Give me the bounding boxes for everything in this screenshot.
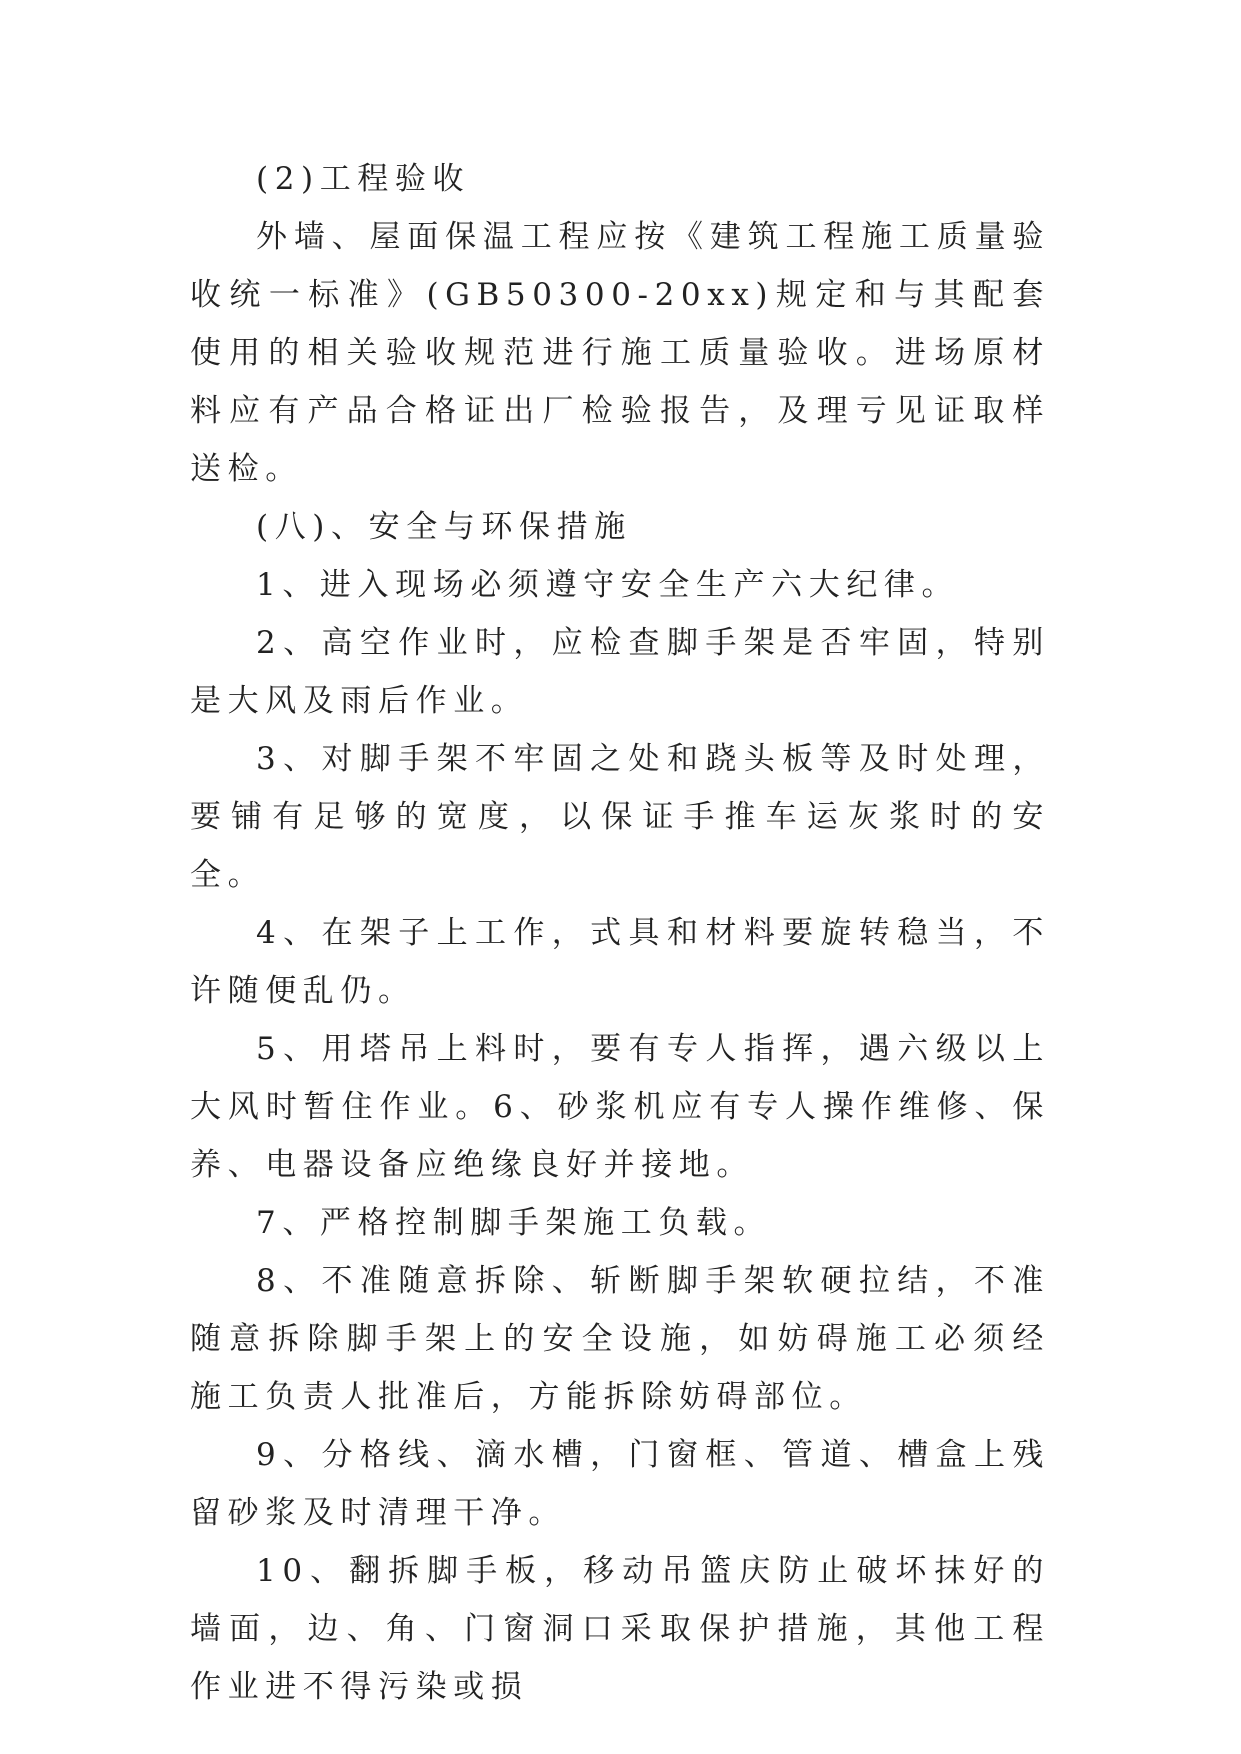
document-body [190,150,1050,1716]
safety-item-4: 4、在架子上工作，式具和材料要旋转稳当，不许随便乱仍。 [190,915,1050,1009]
safety-item-10: 10、翻拆脚手板，移动吊篮庆防止破坏抹好的墙面，边、角、门窗洞口采取保护措施，其他工程作业进不得污染或损 [190,1553,1050,1705]
safety-item-7: 7、严格控制脚手架施工负载。 [256,1205,772,1241]
paragraph-acceptance-standard: 外墙、屋面保温工程应按《建筑工程施工质量验收统一标准》(GB50300-20xx)规定和与其配套使用的相关验收规范进行施工质量验收。进场原材料应有产品合格证出厂检验报告，及理亏见证取样送检。 [190,219,1050,487]
safety-item-2: 2、高空作业时，应检查脚手架是否牢固，特别是大风及雨后作业。 [190,625,1050,719]
safety-item-5-6: 5、用塔吊上料时，要有专人指挥，遇六级以上大风时暂住作业。6、砂浆机应有专人操作维修、保养、电器设备应绝缘良好并接地。 [190,1031,1050,1183]
safety-item-8: 8、不准随意拆除、斩断脚手架软硬拉结，不准随意拆除脚手架上的安全设施，如妨碍施工必须经施工负责人批准后，方能拆除妨碍部位。 [190,1263,1050,1415]
safety-item-1: 1、进入现场必须遵守安全生产六大纪律。 [256,567,960,603]
section-heading-acceptance: (2)工程验收 [256,161,471,197]
section-heading-safety: (八)、安全与环保措施 [256,509,632,545]
safety-item-9: 9、分格线、滴水槽，门窗框、管道、槽盒上残留砂浆及时清理干净。 [190,1437,1050,1531]
safety-item-3: 3、对脚手架不牢固之处和跷头板等及时处理，要铺有足够的宽度，以保证手推车运灰浆时的安全。 [190,741,1050,893]
